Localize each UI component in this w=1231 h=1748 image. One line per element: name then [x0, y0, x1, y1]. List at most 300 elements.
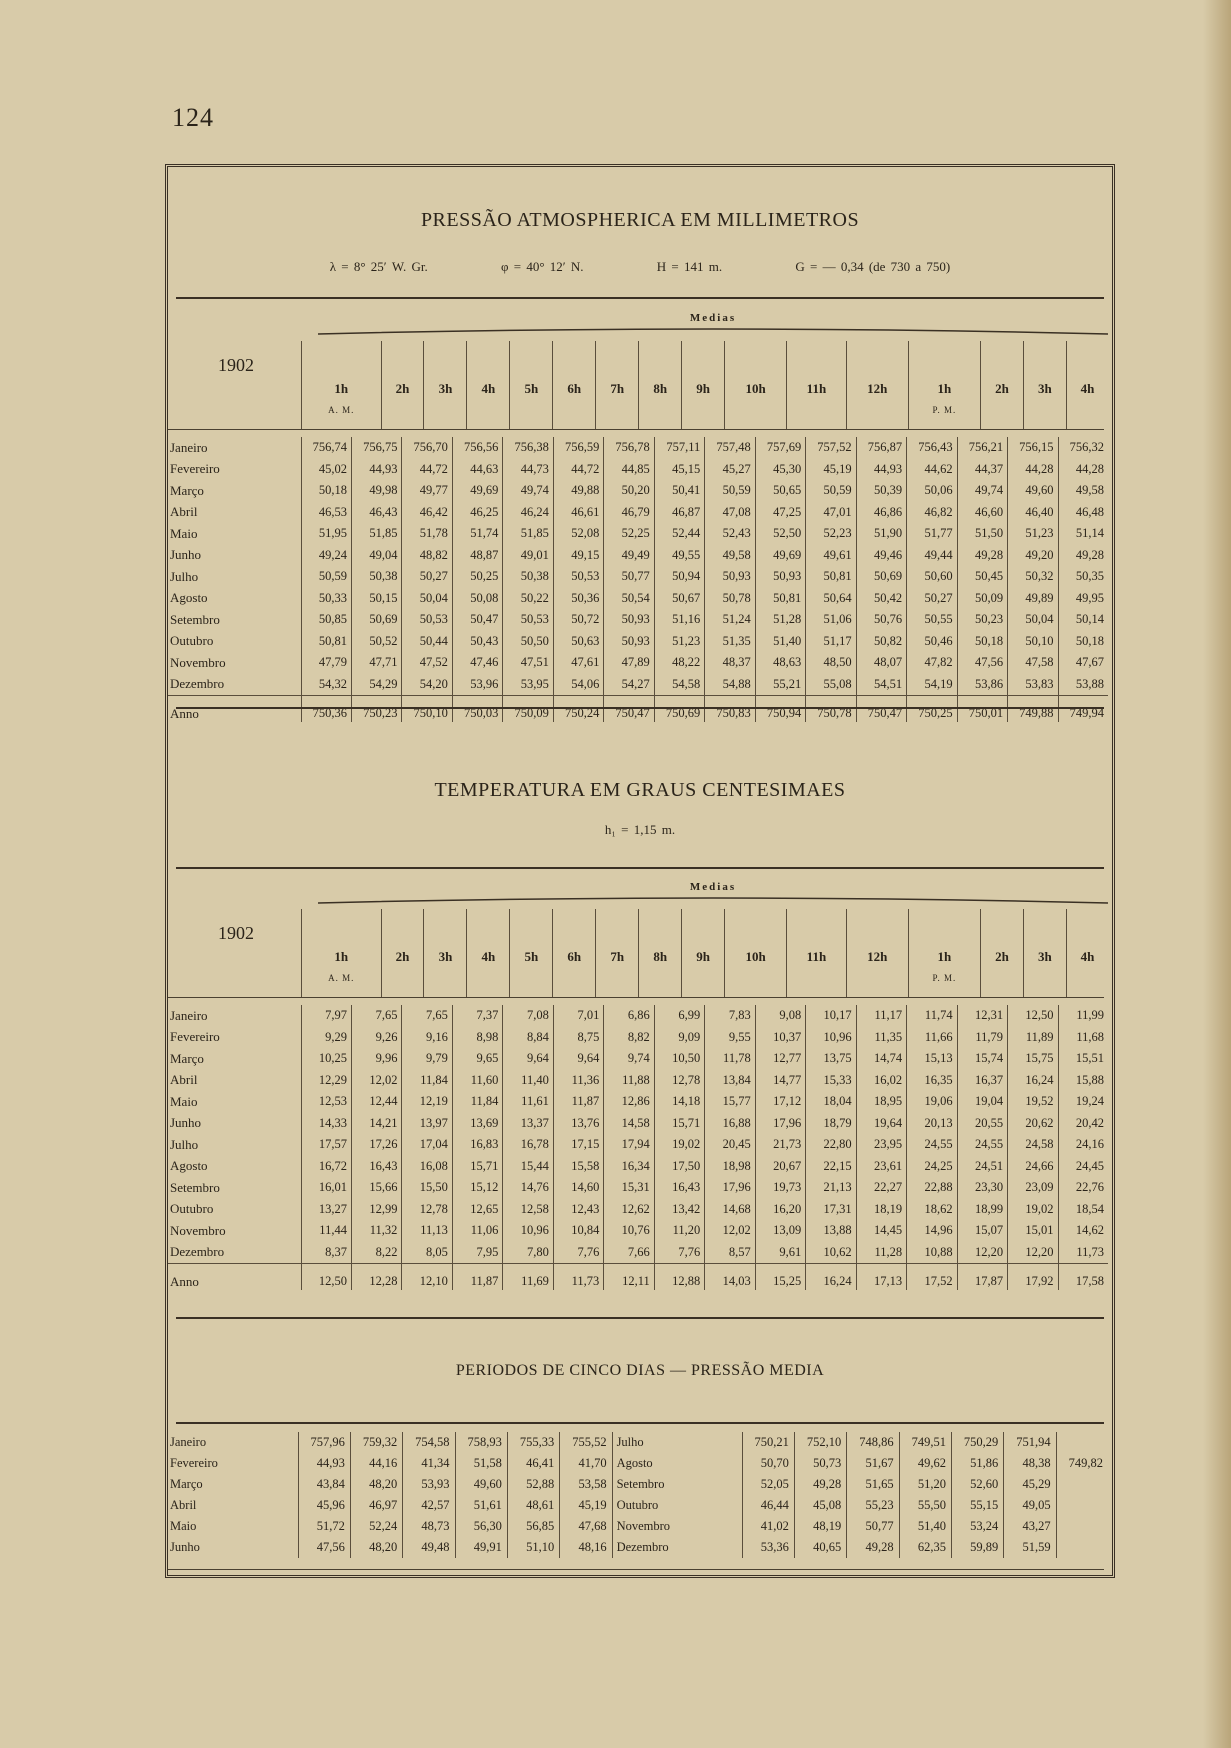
table-cell: 23,61 [856, 1156, 906, 1178]
table-cell: 21,73 [755, 1134, 805, 1156]
hour-header-cell [302, 909, 382, 997]
table-cell: 48,20 [350, 1474, 402, 1495]
table-cell: 51,65 [847, 1474, 899, 1495]
table-cell: 18,62 [907, 1199, 957, 1221]
table-cell: 50,46 [907, 631, 957, 653]
table-cell: 14,03 [705, 1263, 755, 1290]
table-cell: 54,88 [705, 674, 755, 696]
hour-header-cell [846, 909, 908, 997]
table-cell: 56,85 [507, 1516, 559, 1537]
table-cell: 758,93 [455, 1432, 507, 1453]
table-cell: 16,24 [806, 1263, 856, 1290]
periods-title: PERIODOS DE CINCO DIAS — PRESSÃO MEDIA [455, 1362, 825, 1379]
table-cell: 41,70 [560, 1453, 612, 1474]
periods-table [168, 1432, 1108, 1558]
hour-label: 12h [867, 949, 888, 964]
table-cell: 49,20 [1008, 545, 1058, 567]
table-cell: 22,15 [806, 1156, 856, 1178]
table-cell: 24,66 [1008, 1156, 1058, 1178]
table-cell: 55,15 [951, 1495, 1003, 1516]
pressure-top-rule [176, 297, 1104, 299]
table-cell: 50,42 [856, 588, 906, 610]
month-label: Agosto [612, 1453, 742, 1474]
table-cell: 12,11 [604, 1263, 654, 1290]
table-cell: 9,09 [654, 1027, 704, 1049]
table-cell: 51,74 [452, 523, 502, 545]
hour-label: 8h [653, 381, 668, 396]
table-cell: 20,55 [957, 1113, 1007, 1135]
table-cell: 51,40 [899, 1516, 951, 1537]
table-cell: 11,40 [503, 1070, 553, 1092]
table-cell: 50,65 [755, 480, 805, 502]
table-cell: 54,51 [856, 674, 906, 696]
table-cell: 50,33 [301, 588, 351, 610]
table-cell: 48,38 [1004, 1453, 1056, 1474]
table-cell: 13,84 [705, 1070, 755, 1092]
table-cell: 6,99 [654, 1005, 704, 1027]
table-cell: 9,64 [503, 1048, 553, 1070]
tables-frame [165, 164, 1115, 1578]
table-cell: 750,10 [402, 695, 452, 722]
table-cell: 12,31 [957, 1005, 1007, 1027]
table-cell: 750,03 [452, 695, 502, 722]
hour-label: 6h [567, 949, 582, 964]
hour-label: 5h [524, 381, 539, 396]
hour-label: 9h [696, 381, 711, 396]
table-cell: 52,44 [654, 523, 704, 545]
table-cell: 20,13 [907, 1113, 957, 1135]
table-cell: 9,16 [402, 1027, 452, 1049]
hour-header-cell [980, 909, 1023, 997]
table-cell: 44,37 [957, 459, 1007, 481]
table-cell: 12,20 [1008, 1242, 1058, 1264]
table-cell: 51,50 [957, 523, 1007, 545]
table-cell: 10,96 [503, 1220, 553, 1242]
table-cell: 53,58 [560, 1474, 612, 1495]
table-cell: 44,28 [1008, 459, 1058, 481]
table-cell: 12,86 [604, 1091, 654, 1113]
table-cell: 53,88 [1058, 674, 1108, 696]
table-cell: 15,51 [1058, 1048, 1108, 1070]
table-cell: 49,15 [553, 545, 603, 567]
table-cell: 47,51 [503, 652, 553, 674]
month-label: Outubro [612, 1495, 742, 1516]
table-cell: 52,23 [806, 523, 856, 545]
table-cell: 14,76 [503, 1177, 553, 1199]
table-row [168, 1199, 1108, 1221]
table-cell: 12,78 [402, 1199, 452, 1221]
table-cell: 10,84 [553, 1220, 603, 1242]
table-cell: 17,87 [957, 1263, 1007, 1290]
table-cell: 51,61 [455, 1495, 507, 1516]
table-row [168, 502, 1108, 524]
table-cell: 44,72 [553, 459, 603, 481]
hour-label: 5h [524, 949, 539, 964]
temperature-param: h₁ = 1,15 m. [604, 822, 676, 837]
table-cell: 11,74 [907, 1005, 957, 1027]
table-cell: 754,58 [403, 1432, 455, 1453]
table-cell: 50,94 [654, 566, 704, 588]
table-row [168, 1048, 1108, 1070]
table-cell: 19,02 [654, 1134, 704, 1156]
table-cell: 24,25 [907, 1156, 957, 1178]
table-cell: 19,73 [755, 1177, 805, 1199]
table-cell: 45,02 [301, 459, 351, 481]
hour-label: 2h [995, 949, 1009, 964]
table-cell: 24,51 [957, 1156, 1007, 1178]
hour-label: 10h [745, 381, 766, 396]
pressure-medias-brace [318, 327, 1108, 335]
table-cell: 47,25 [755, 502, 805, 524]
table-cell: 49,24 [301, 545, 351, 567]
table-row [168, 674, 1108, 696]
table-cell: 53,24 [951, 1516, 1003, 1537]
table-cell: 23,95 [856, 1134, 906, 1156]
table-cell: 45,19 [806, 459, 856, 481]
table-cell: 749,51 [899, 1432, 951, 1453]
hour-label: 3h [438, 949, 453, 964]
table-cell: 12,88 [654, 1263, 704, 1290]
table-cell: 14,45 [856, 1220, 906, 1242]
month-label: Janeiro [170, 1435, 207, 1449]
table-cell: 24,55 [907, 1134, 957, 1156]
table-cell: 7,65 [351, 1005, 401, 1027]
table-cell: 50,36 [553, 588, 603, 610]
table-cell: 50,32 [1008, 566, 1058, 588]
table-row [168, 459, 1108, 481]
table-cell: 51,86 [951, 1453, 1003, 1474]
table-cell: 749,88 [1008, 695, 1058, 722]
table-cell: 53,93 [403, 1474, 455, 1495]
table-row [168, 1113, 1108, 1135]
table-cell: 45,29 [1004, 1474, 1056, 1495]
table-cell: 47,67 [1058, 652, 1108, 674]
table-cell: 10,25 [301, 1048, 351, 1070]
month-label: Julho [612, 1432, 742, 1453]
table-cell: 10,62 [806, 1242, 856, 1264]
table-cell: 48,73 [403, 1516, 455, 1537]
table-cell: 9,29 [301, 1027, 351, 1049]
hour-header-cell [725, 909, 787, 997]
table-cell: 16,43 [654, 1177, 704, 1199]
month-label: Novembro [170, 1222, 226, 1238]
table-cell: 50,81 [301, 631, 351, 653]
table-cell: 19,52 [1008, 1091, 1058, 1113]
table-cell: 54,19 [907, 674, 957, 696]
table-cell: 12,43 [553, 1199, 603, 1221]
table-cell: 11,99 [1058, 1005, 1108, 1027]
table-cell: 7,66 [604, 1242, 654, 1264]
table-cell: 46,53 [301, 502, 351, 524]
month-label: Fevereiro [170, 1456, 218, 1470]
table-cell: 12,62 [604, 1199, 654, 1221]
table-cell: 40,65 [794, 1537, 846, 1558]
table-cell: 24,16 [1058, 1134, 1108, 1156]
table-cell: 53,83 [1008, 674, 1058, 696]
table-row [168, 609, 1108, 631]
table-cell: 21,13 [806, 1177, 856, 1199]
hour-label: 10h [745, 949, 766, 964]
table-cell: 10,50 [654, 1048, 704, 1070]
hour-label: 4h [1080, 381, 1095, 396]
table-cell: 756,70 [402, 437, 452, 459]
table-cell: 47,68 [560, 1516, 612, 1537]
table-cell: 17,26 [351, 1134, 401, 1156]
temperature-header-rule [168, 997, 1104, 998]
table-cell: 10,76 [604, 1220, 654, 1242]
table-row [168, 1005, 1108, 1027]
table-row [168, 1474, 1108, 1495]
hour-header-cell [682, 341, 725, 429]
table-cell: 46,25 [452, 502, 502, 524]
periods-bottom-rule [168, 1569, 1104, 1570]
table-cell: 14,74 [856, 1048, 906, 1070]
table-cell: 12,44 [351, 1091, 401, 1113]
table-cell: 48,22 [654, 652, 704, 674]
table-cell: 757,52 [806, 437, 856, 459]
table-cell: 11,88 [604, 1070, 654, 1092]
table-cell: 50,06 [907, 480, 957, 502]
table-cell: 10,17 [806, 1005, 856, 1027]
table-cell: 10,96 [806, 1027, 856, 1049]
table-cell: 50,20 [604, 480, 654, 502]
hour-header-cell [846, 341, 908, 429]
table-cell: 49,28 [1058, 545, 1108, 567]
table-cell: 24,55 [957, 1134, 1007, 1156]
month-label: Setembro [612, 1474, 742, 1495]
table-cell: 9,08 [755, 1005, 805, 1027]
table-cell: 50,73 [794, 1453, 846, 1474]
table-cell: 55,21 [755, 674, 805, 696]
table-cell: 7,97 [301, 1005, 351, 1027]
table-cell: 51,58 [455, 1453, 507, 1474]
table-cell: 16,78 [503, 1134, 553, 1156]
table-cell: 15,71 [654, 1113, 704, 1135]
hour-label: 7h [610, 381, 625, 396]
table-cell: 759,32 [350, 1432, 402, 1453]
hour-label: 3h [1038, 949, 1052, 964]
table-cell: 8,37 [301, 1242, 351, 1264]
table-cell: 59,89 [951, 1537, 1003, 1558]
table-row [168, 1156, 1108, 1178]
table-cell: 11,89 [1008, 1027, 1058, 1049]
table-cell: 9,79 [402, 1048, 452, 1070]
table-cell: 17,58 [1058, 1263, 1108, 1290]
table-cell: 44,72 [402, 459, 452, 481]
table-cell: 49,62 [899, 1453, 951, 1474]
table-cell: 14,68 [705, 1199, 755, 1221]
table-cell: 50,53 [553, 566, 603, 588]
hour-label: 2h [395, 381, 410, 396]
table-cell: 44,93 [856, 459, 906, 481]
table-cell: 49,01 [503, 545, 553, 567]
hour-header-cell [1023, 909, 1066, 997]
month-label: Anno [168, 695, 301, 722]
hour-label: 1h [334, 381, 349, 396]
table-cell: 14,58 [604, 1113, 654, 1135]
table-cell: 50,18 [1058, 631, 1108, 653]
table-cell: 48,16 [560, 1537, 612, 1558]
table-cell: 52,25 [604, 523, 654, 545]
table-cell: 14,33 [301, 1113, 351, 1135]
hour-header-cell [553, 909, 596, 997]
table-cell: 23,30 [957, 1177, 1007, 1199]
hour-label: 7h [610, 949, 625, 964]
table-cell: 15,58 [553, 1156, 603, 1178]
temperature-table [168, 1005, 1108, 1290]
table-cell: 11,84 [402, 1070, 452, 1092]
table-cell: 46,44 [742, 1495, 794, 1516]
table-cell: 51,77 [907, 523, 957, 545]
table-cell: 14,77 [755, 1070, 805, 1092]
month-label: Setembro [170, 611, 220, 627]
table-cell: 14,21 [351, 1113, 401, 1135]
table-cell: 7,76 [654, 1242, 704, 1264]
table-cell: 17,13 [856, 1263, 906, 1290]
table-cell: 12,10 [402, 1263, 452, 1290]
table-cell: 50,53 [503, 609, 553, 631]
table-cell: 54,32 [301, 674, 351, 696]
table-cell: 48,20 [350, 1537, 402, 1558]
table-cell: 49,60 [455, 1474, 507, 1495]
table-cell: 44,85 [604, 459, 654, 481]
table-cell: 10,88 [907, 1242, 957, 1264]
table-cell: 750,36 [301, 695, 351, 722]
table-cell: 12,77 [755, 1048, 805, 1070]
table-cell: 49,46 [856, 545, 906, 567]
table-cell: 11,36 [553, 1070, 603, 1092]
table-cell: 750,69 [654, 695, 704, 722]
pressure-params [168, 259, 1112, 275]
table-cell: 46,41 [507, 1453, 559, 1474]
table-cell: 48,50 [806, 652, 856, 674]
hour-header-cell [980, 341, 1023, 429]
table-cell: 55,50 [899, 1495, 951, 1516]
table-row [168, 1432, 1108, 1453]
table-cell: 18,98 [705, 1156, 755, 1178]
table-cell: 18,95 [856, 1091, 906, 1113]
temperature-title: TEMPERATURA EM GRAUS CENTESIMAES [434, 779, 846, 801]
temperature-table-rule [176, 867, 1104, 869]
table-cell: 50,93 [604, 631, 654, 653]
table-cell: 51,90 [856, 523, 906, 545]
table-cell: 12,58 [503, 1199, 553, 1221]
table-cell: 52,43 [705, 523, 755, 545]
table-cell: 50,18 [957, 631, 1007, 653]
table-cell: 50,59 [705, 480, 755, 502]
table-cell: 15,75 [1008, 1048, 1058, 1070]
month-label: Abril [170, 504, 198, 520]
pressure-header-rule [168, 429, 1104, 430]
table-cell: 50,43 [452, 631, 502, 653]
table-row [168, 1242, 1108, 1264]
month-label: Janeiro [170, 1007, 208, 1023]
table-cell: 50,53 [402, 609, 452, 631]
table-cell: 750,94 [755, 695, 805, 722]
table-cell: 51,23 [654, 631, 704, 653]
hour-label: 1h [334, 949, 349, 964]
table-cell: 13,76 [553, 1113, 603, 1135]
table-cell: 12,19 [402, 1091, 452, 1113]
table-cell: 50,70 [742, 1453, 794, 1474]
table-cell: 12,53 [301, 1091, 351, 1113]
table-cell: 7,65 [402, 1005, 452, 1027]
table-cell: 50,59 [301, 566, 351, 588]
table-cell: 50,82 [856, 631, 906, 653]
table-cell: 11,13 [402, 1220, 452, 1242]
month-label: Agosto [170, 1158, 208, 1174]
table-cell: 50,35 [1058, 566, 1108, 588]
table-cell: 50,81 [755, 588, 805, 610]
table-cell: 46,43 [351, 502, 401, 524]
table-cell: 13,75 [806, 1048, 856, 1070]
table-cell: 750,83 [705, 695, 755, 722]
hour-header-cell [1023, 341, 1066, 429]
table-cell: 750,01 [957, 695, 1007, 722]
table-cell: 48,63 [755, 652, 805, 674]
hour-label: 12h [867, 381, 888, 396]
table-row [168, 1027, 1108, 1049]
table-cell: 12,28 [351, 1263, 401, 1290]
table-cell: 16,72 [301, 1156, 351, 1178]
table-row [168, 480, 1108, 502]
table-cell: 44,93 [351, 459, 401, 481]
table-cell: 49,28 [847, 1537, 899, 1558]
table-cell: 52,05 [742, 1474, 794, 1495]
hour-label: 2h [995, 381, 1009, 396]
table-cell: 49,88 [553, 480, 603, 502]
month-label: Maio [170, 1093, 198, 1109]
temperature-hour-header [301, 909, 1108, 997]
table-cell: 7,08 [503, 1005, 553, 1027]
table-cell: 46,82 [907, 502, 957, 524]
table-cell: 11,68 [1058, 1027, 1108, 1049]
table-cell: 7,76 [553, 1242, 603, 1264]
table-cell: 50,38 [351, 566, 401, 588]
table-cell: 750,23 [351, 695, 401, 722]
pm-label: P. M. [932, 973, 957, 983]
month-label: Anno [168, 1263, 301, 1290]
table-cell: 16,37 [957, 1070, 1007, 1092]
table-cell: 757,11 [654, 437, 704, 459]
table-cell: 17,50 [654, 1156, 704, 1178]
table-cell: 53,96 [452, 674, 502, 696]
table-cell: 46,61 [553, 502, 603, 524]
table-cell: 47,56 [957, 652, 1007, 674]
table-cell: 748,86 [847, 1432, 899, 1453]
month-label: Junho [170, 547, 202, 563]
table-cell: 16,83 [452, 1134, 502, 1156]
month-label: Abril [170, 1072, 198, 1088]
table-cell: 50,77 [847, 1516, 899, 1537]
hour-header-cell [1066, 341, 1108, 429]
table-cell: 52,60 [951, 1474, 1003, 1495]
table-cell: 49,48 [403, 1537, 455, 1558]
table-cell: 49,28 [794, 1474, 846, 1495]
table-cell: 50,08 [452, 588, 502, 610]
table-cell: 49,77 [402, 480, 452, 502]
table-cell: 9,55 [705, 1027, 755, 1049]
table-cell: 50,60 [907, 566, 957, 588]
table-cell: 11,32 [351, 1220, 401, 1242]
table-cell: 750,25 [907, 695, 957, 722]
table-cell: 756,32 [1058, 437, 1108, 459]
table-cell: 756,74 [301, 437, 351, 459]
table-cell: 51,78 [402, 523, 452, 545]
table-cell: 50,52 [351, 631, 401, 653]
table-cell: 46,79 [604, 502, 654, 524]
month-label: Março [170, 482, 204, 498]
